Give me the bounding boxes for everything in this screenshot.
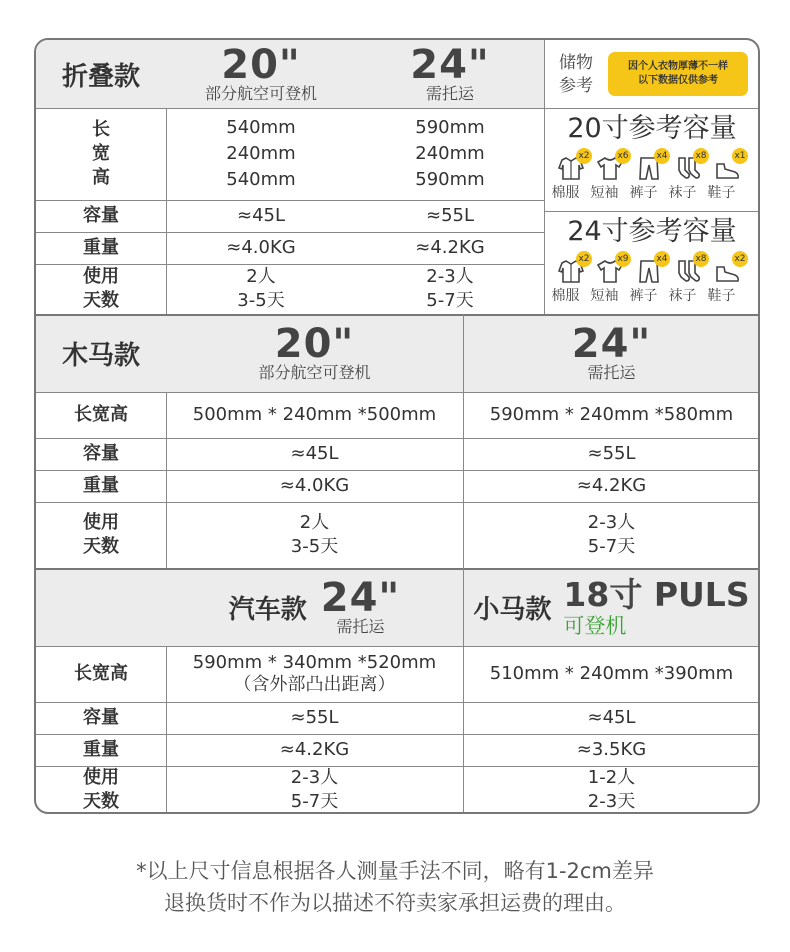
horse-24-size: 24": [571, 321, 652, 367]
fold-20-weight: ≈4.0KG: [226, 237, 296, 258]
divider: [36, 702, 760, 703]
car-use-label: [36, 766, 166, 814]
fold-20-days: 3-5天: [237, 290, 285, 311]
ref20-pants-count: x4: [654, 148, 670, 164]
ref20-socks-count: x8: [693, 148, 709, 164]
horse-24-dims: 590mm * 240mm *580mm: [489, 404, 734, 425]
fold-weight-label: 重量: [83, 237, 119, 258]
ref24-shoe-count: x2: [732, 251, 748, 267]
car-dims: [166, 646, 463, 702]
fold-use-label: [36, 264, 166, 314]
divider: [544, 40, 545, 314]
horse-20-people: 2人: [299, 512, 330, 533]
ref20-icons: [558, 151, 760, 180]
car-section-name: 汽车款: [228, 594, 307, 625]
ref24-label-shoe: 鞋子: [707, 288, 736, 304]
divider: [36, 438, 760, 439]
footnote-line2: 退换货时不作为以描述不符卖家承担运费的理由。: [164, 891, 626, 915]
pony-dims: 510mm * 240mm *390mm: [489, 663, 734, 684]
footnote-line1: *以上尺寸信息根据各人测量手法不同，略有1-2cm差异: [136, 859, 654, 883]
horse-use-label-2: 天数: [83, 536, 119, 557]
fold-24-size: 24": [410, 42, 490, 88]
car-weight-label: 重量: [83, 739, 119, 760]
fold-24-dims: [356, 108, 544, 200]
ref24-label-tshirt: 短袖: [590, 288, 619, 304]
horse-20-use: [166, 502, 463, 568]
ref20-label-socks: 袜子: [668, 185, 697, 201]
car-dims-note: （含外部凸出距离）: [233, 674, 396, 695]
car-use-label-2: 天数: [83, 791, 119, 812]
fold-dim-label-3: 高: [92, 167, 110, 188]
divider: [36, 264, 544, 265]
fold-capacity-label: 容量: [83, 205, 119, 226]
horse-20-size: 20": [274, 321, 355, 367]
fold-dim-label-2: 宽: [92, 143, 110, 164]
divider: [463, 314, 464, 568]
tshirt-icon: [597, 254, 629, 283]
car-use-label-1: 使用: [83, 767, 119, 788]
divider: [36, 108, 760, 109]
ref20-shoe-count: x1: [732, 148, 748, 164]
ref20-tshirt-count: x6: [615, 148, 631, 164]
divider: [36, 646, 760, 647]
ref24-tshirt-count: x9: [615, 251, 631, 267]
fold-20-dims: [166, 108, 356, 200]
divider: [36, 314, 760, 316]
fold-24-capacity: ≈55L: [425, 205, 474, 226]
fold-24-weight: ≈4.2KG: [415, 237, 485, 258]
divider: [36, 568, 760, 570]
fold-20-width: 240mm: [226, 143, 296, 164]
ref20-panel: [544, 108, 760, 211]
size-table-card: [34, 38, 760, 814]
horse-24-use: [463, 502, 760, 568]
fold-24-width: 240mm: [415, 143, 485, 164]
pony-section-name: 小马款: [473, 594, 552, 625]
fold-use-label-2: 天数: [83, 290, 119, 311]
ref24-panel: [544, 211, 760, 314]
car-size-block: [320, 575, 401, 636]
pants-icon: [636, 254, 668, 283]
fold-24-length: 590mm: [415, 117, 485, 138]
fold-20-height: 540mm: [226, 169, 296, 190]
divider: [463, 568, 464, 814]
car-people: 2-3人: [290, 767, 339, 788]
pants-icon: [636, 151, 668, 180]
fold-dim-label: [36, 108, 166, 200]
fold-20-length: 540mm: [226, 117, 296, 138]
pony-weight: ≈3.5KG: [576, 739, 647, 760]
fold-24-people: 2-3人: [426, 266, 474, 287]
fold-24-use: [356, 264, 544, 314]
fold-24-header: [356, 40, 544, 108]
horse-20-dims: 500mm * 240mm *500mm: [192, 404, 437, 425]
horse-weight-label: 重量: [83, 475, 119, 496]
shoe-icon: [714, 254, 746, 283]
ref24-label-jacket: 棉服: [551, 288, 580, 304]
fold-section-name: 折叠款: [61, 61, 140, 92]
ref24-labels: [546, 285, 760, 305]
fold-20-sub: 部分航空可登机: [204, 84, 317, 103]
fold-dim-label-1: 长: [92, 119, 110, 140]
horse-20-capacity: ≈45L: [290, 443, 339, 464]
divider: [36, 200, 544, 201]
pony-days: 2-3天: [587, 791, 636, 812]
car-use: [166, 766, 463, 814]
horse-20-sub: 部分航空可登机: [258, 363, 371, 382]
fold-24-height: 590mm: [415, 169, 485, 190]
fold-20-use: [166, 264, 356, 314]
horse-24-sub: 需托运: [587, 363, 636, 382]
horse-24-weight: ≈4.2KG: [576, 475, 647, 496]
ref20-label-jacket: 棉服: [551, 185, 580, 201]
ref24-label-socks: 袜子: [668, 288, 697, 304]
pony-header: [463, 568, 760, 646]
fold-20-size: 20": [221, 42, 301, 88]
notice-line1: 因个人衣物厚薄不一样: [628, 61, 728, 72]
horse-capacity-label: 容量: [83, 443, 119, 464]
horse-20-weight: ≈4.0KG: [279, 475, 350, 496]
socks-icon: [675, 151, 707, 180]
horse-use-label: [36, 502, 166, 568]
storage-label-line2: 参考: [559, 76, 593, 96]
pony-people: 1-2人: [587, 767, 636, 788]
jacket-icon: [558, 151, 590, 180]
tshirt-icon: [597, 151, 629, 180]
fold-use-label-1: 使用: [83, 266, 119, 287]
horse-20-header: [166, 314, 463, 392]
horse-section-name: 木马款: [61, 340, 140, 371]
ref24-title: 24寸参考容量: [567, 216, 737, 247]
divider: [36, 734, 760, 735]
fold-24-sub: 需托运: [425, 84, 474, 103]
ref24-pants-count: x4: [654, 251, 670, 267]
car-header: [166, 568, 463, 646]
ref20-title: 20寸参考容量: [567, 113, 737, 144]
storage-label: [544, 46, 608, 104]
fold-20-header: [166, 40, 356, 108]
ref24-icons: [558, 254, 760, 283]
horse-24-days: 5-7天: [587, 536, 636, 557]
horse-24-capacity: ≈55L: [587, 443, 636, 464]
car-capacity: ≈55L: [290, 707, 339, 728]
ref20-label-pants: 裤子: [629, 185, 658, 201]
divider: [166, 646, 167, 814]
ref24-label-pants: 裤子: [629, 288, 658, 304]
horse-24-people: 2-3人: [587, 512, 636, 533]
notice-badge: [608, 52, 748, 96]
car-size: 24": [320, 575, 401, 621]
divider: [544, 211, 760, 212]
horse-dim-label: 长宽高: [74, 404, 128, 425]
pony-use: [463, 766, 760, 814]
divider: [36, 232, 544, 233]
storage-label-line1: 储物: [559, 53, 593, 73]
car-weight: ≈4.2KG: [279, 739, 350, 760]
pony-size: 18寸 PULS: [563, 575, 750, 614]
horse-20-days: 3-5天: [290, 536, 339, 557]
fold-24-days: 5-7天: [426, 290, 474, 311]
ref24-jacket-count: x2: [576, 251, 592, 267]
car-dim-label: 长宽高: [74, 663, 128, 684]
ref20-labels: [546, 182, 760, 202]
ref20-jacket-count: x2: [576, 148, 592, 164]
fold-20-people: 2人: [246, 266, 276, 287]
socks-icon: [675, 254, 707, 283]
jacket-icon: [558, 254, 590, 283]
pony-capacity: ≈45L: [587, 707, 636, 728]
ref20-label-shoe: 鞋子: [707, 185, 736, 201]
divider: [36, 392, 760, 393]
divider: [36, 766, 760, 767]
divider: [36, 470, 760, 471]
car-capacity-label: 容量: [83, 707, 119, 728]
fold-20-capacity: ≈45L: [236, 205, 285, 226]
ref24-socks-count: x8: [693, 251, 709, 267]
horse-use-label-1: 使用: [83, 512, 119, 533]
shoe-icon: [714, 151, 746, 180]
car-sub: 需托运: [336, 617, 385, 636]
car-days: 5-7天: [290, 791, 339, 812]
pony-sub: 可登机: [563, 614, 627, 638]
horse-24-header: [463, 314, 760, 392]
pony-size-block: [563, 576, 749, 638]
divider: [166, 392, 167, 568]
ref20-label-tshirt: 短袖: [590, 185, 619, 201]
divider: [166, 108, 167, 314]
car-dims-value: 590mm * 340mm *520mm: [192, 652, 437, 673]
divider: [36, 502, 760, 503]
notice-line2: 以下数据仅供参考: [638, 75, 718, 86]
